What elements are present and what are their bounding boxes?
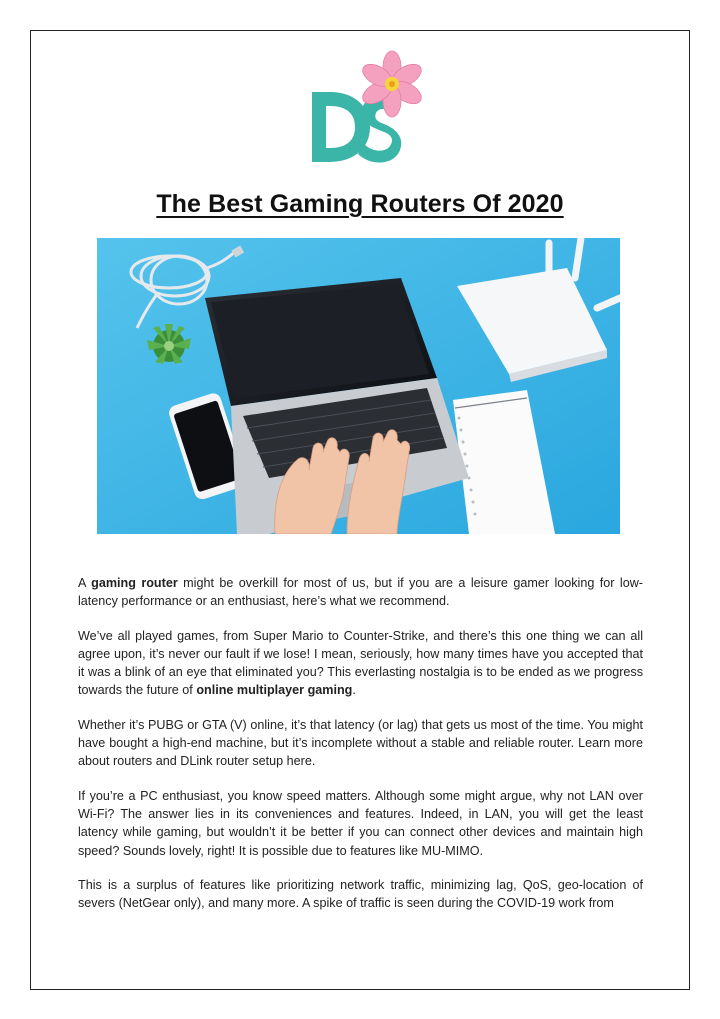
paragraph-1: A gaming router might be overkill for most of us, but if you are a leisure gamer looking for low-latency performance or an enthusiast, here’s what we recommend. <box>78 576 643 609</box>
paragraph-5: This is a surplus of features like prioritizing network traffic, minimizing lag, QoS, geo-location of severs (NetGear only), and many more. A spike of traffic is seen during the COVID-19 work from <box>78 877 643 911</box>
article-body <box>78 574 643 928</box>
bold-link-gaming-router: gaming router <box>91 576 178 590</box>
ds-flower-logo <box>300 50 430 180</box>
page-title: The Best Gaming Routers Of 2020 <box>156 190 564 218</box>
hero-image <box>97 238 620 534</box>
paragraph-4: If you’re a PC enthusiast, you know speed matters. Although some might argue, why not LAN over Wi-Fi? The answer lies in its conveniences and features. Indeed, in LAN, you will get the least latency while gaming, but wouldn’t it be better if you can connect other devices and maintain high speed? Sounds lovely, right! It is possible due to features like MU-MIMO. <box>78 788 643 858</box>
paragraph-3: Whether it’s PUBG or GTA (V) online, it’s that latency (or lag) that gets us most of the time. You might have bought a high-end machine, but it’s incomplete without a stable and reliable router. Learn more about routers and DLink router setup here. <box>78 717 643 769</box>
bold-online-multiplayer-gaming: online multiplayer gaming <box>196 683 353 698</box>
paragraph-2: We’ve all played games, from Super Mario to Counter-Strike, and there’s this one thing we can all agree upon, it’s never our fault if we lose! I mean, seriously, how many times have you accepted that it was a blink of an eye that eliminated you? This everlasting nostalgia is to be ended as we progress towards the future of online multiplayer gaming. <box>78 628 643 698</box>
